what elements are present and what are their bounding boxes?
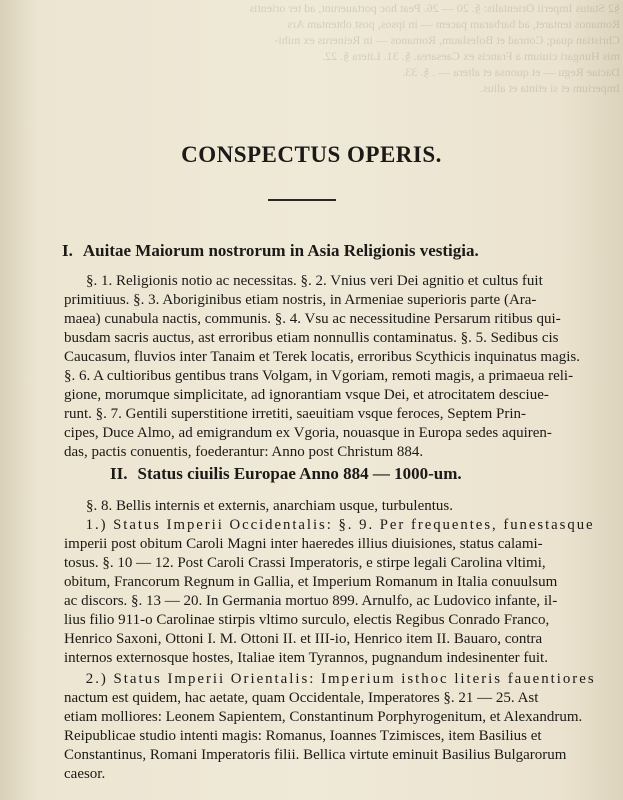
text-line: internos externosque hostes, Italiae item Tyrannos, pugnandum indesinenter fuit.: [64, 650, 548, 666]
bleed-line: Christian quaq; Conrad et Boleslaum, Romanos — in Reinerus ex mihi-: [274, 33, 620, 47]
text-line: cipes, Duce Almo, ad emigrandum ex Vgoria, nouasque in Europa sedes aquiren-: [64, 425, 552, 441]
text-line: 2.) Status Imperii Orientalis: Imperium isthoc literis fauentiores: [85, 671, 596, 687]
section-1-numeral: I.: [62, 241, 73, 260]
text-line: ac discors. §. 13 — 20. In Germania mortuo 899. Arnulfo, ac Ludovico infante, il-: [64, 593, 558, 609]
page-title: CONSPECTUS OPERIS.: [181, 142, 442, 167]
text-line: §. 1. Religionis notio ac necessitas. §. 2. Vnius veri Dei agnitio et cultus fuit: [86, 273, 543, 289]
bleed-line: §2 Status Imperii Orientalis: §. 20 — 26. Peat hoc portauerunt, ad ter orientis: [249, 1, 620, 15]
section-1-title: [62, 241, 479, 261]
text-line: tosus. §. 10 — 12. Post Caroli Crassi Imperatoris, e stirpe legali Carolina vltimi,: [64, 555, 546, 571]
section-2-title: [110, 464, 462, 484]
text-line: Reipublicae studio intenti magis: Romanus, Ioannes Tzimisces, item Basilius et: [64, 728, 542, 744]
text-line: nactum est quidem, hac aetate, quam Occidentale, Imperatores §. 21 — 25. Ast: [64, 690, 539, 706]
text-line: imperii post obitum Caroli Magni inter haeredes illius diuisiones, status calami-: [64, 536, 543, 552]
bleed-line: Imperium et si etinta et alius.: [480, 81, 620, 95]
section-2-heading: Status ciuilis Europae Anno 884 — 1000-um.: [137, 464, 462, 483]
section-2-numeral: II.: [110, 464, 128, 483]
text-line: §. 8. Bellis internis et externis, anarchiam usque, turbulentus.: [86, 498, 454, 514]
text-line: §. 6. A cultioribus gentibus trans Volgam, in Vgoriam, remoti magis, a primaeua reli-: [64, 368, 574, 384]
bleed-line: Daciae Regu — et quonsa et altera — . §. 33.: [402, 65, 620, 79]
text-line: busdam sacris auctus, ast erroribus etiam nonnullis contaminatus. §. 5. Sedibus cis: [64, 330, 559, 346]
text-line: Caucasum, fluvios inter Tanaim et Terek locatis, erroribus Scythicis inquinatus magis.: [64, 349, 580, 365]
section-1-heading: Auitae Maiorum nostrorum in Asia Religionis vestigia.: [82, 241, 479, 260]
text-line: primitiuus. §. 3. Aboriginibus etiam nostris, in Armeniae superioris parte (Ara-: [64, 292, 537, 308]
text-line: das, pactis conuentis, foederantur: Anno post Christum 884.: [64, 444, 424, 460]
text-line: Henrico Saxoni, Ottoni I. M. Ottoni II. et III-io, Henrico item II. Bauaro, contra: [64, 631, 543, 647]
text-line: obitum, Francorum Regnum in Gallia, et Imperium Romanum in Italia conuulsum: [64, 574, 558, 590]
text-line: caesor.: [64, 766, 106, 782]
bleed-line: mis Hungari ciuium a Francis ex Caesarea. §. 31. Litera §. 22.: [322, 49, 620, 63]
text-line: runt. §. 7. Gentili superstitione irretiti, saeuitiam vsque feroces, Septem Prin-: [64, 406, 526, 422]
text-line: etiam molliores: Leonem Sapientem, Constantinum Porphyrogenitum, et Alexandrum.: [64, 709, 583, 725]
bleed-through-text: [60, 0, 620, 118]
bleed-line: Romanos tentaret, ad barbaram pacem — in ipsos, post obtentam Ars: [287, 17, 620, 31]
text-line: maea) cunabula nactis, communis. §. 4. Vsu ac necessitudine Persarum ritibus qui-: [64, 311, 561, 327]
title-rule: [268, 199, 336, 201]
text-line: gione, morumque simplicitate, ad ignorantiam vsque Dei, et atrocitatem desciue-: [64, 387, 549, 403]
text-line: Constantinus, Romani Imperatoris filii. Bellica virtute eminuit Basilius Bulgarorum: [64, 747, 567, 763]
text-line: lius filio 911-o Carolinae stirpis vltimo surculo, electis Regibus Conrado Franco,: [64, 612, 550, 628]
text-line: 1.) Status Imperii Occidentalis: §. 9. Per frequentes, funestasque: [85, 517, 595, 533]
